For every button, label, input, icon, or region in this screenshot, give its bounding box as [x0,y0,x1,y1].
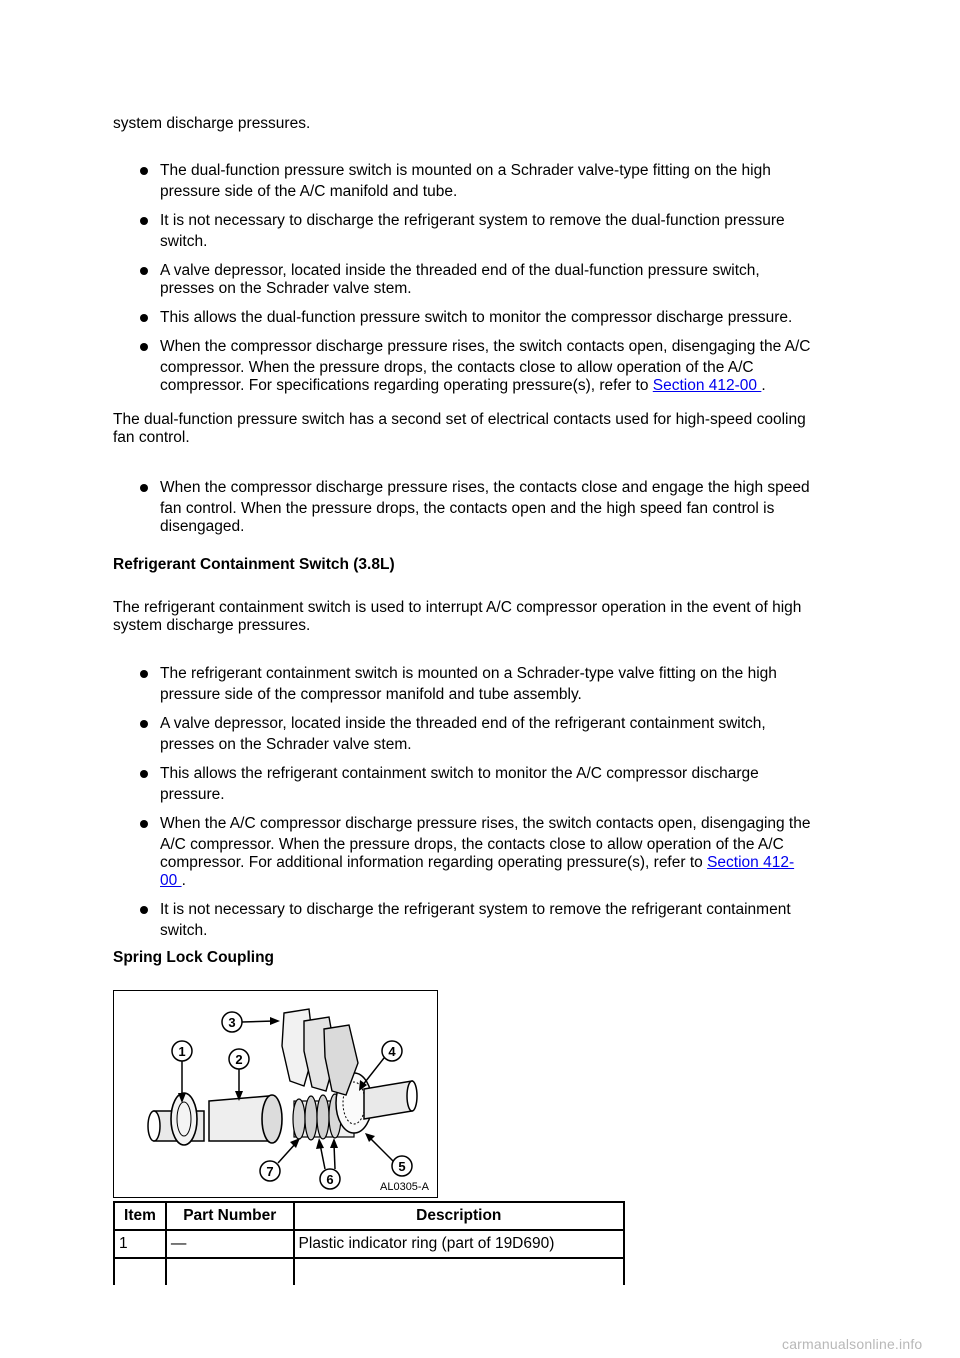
table-row [114,1230,624,1258]
spring-lock-heading: Spring Lock Coupling [113,949,275,966]
section-412-00-link-b[interactable]: 00 [160,872,182,889]
spring-lock-clip [282,1009,358,1095]
bullet-icon [140,720,148,728]
svg-text:6: 6 [326,1172,334,1187]
list-item: This allows the refrigerant containment switch to monitor the A/C compressor discharge pressure. [113,765,848,804]
watermark-footer: carmanualsonline.info [782,1336,923,1352]
svg-text:2: 2 [235,1052,243,1067]
table-header-row [114,1202,624,1230]
intro-fragment: system discharge pressures. [113,115,311,132]
svg-text:3: 3 [228,1015,236,1030]
bullet-icon [140,167,148,175]
svg-text:7: 7 [266,1164,274,1179]
bullet-icon [140,314,148,322]
callout-6 [316,1138,340,1189]
bullet-icon [140,770,148,778]
list-item: The refrigerant containment switch is mounted on a Schrader-type valve fitting on the high pressure side of the compressor manifold and tube assembly. [113,665,848,704]
svg-text:4: 4 [388,1044,396,1059]
list-item: This allows the dual-function pressure switch to monitor the compressor discharge pressure. [113,309,848,327]
header-item: Item [114,1202,166,1230]
cell-item: 1 [114,1230,166,1258]
containment-paragraph: The refrigerant containment switch is used to interrupt A/C compressor operation in the event of high system discharge pressures. [113,599,802,634]
section-412-00-link-a[interactable]: Section 412- [707,854,795,871]
garter-cage [209,1095,282,1143]
bullet-icon [140,217,148,225]
cell-part-number: — [166,1230,294,1258]
header-part-number: Part Number [166,1202,294,1230]
list-item: A valve depressor, located inside the threaded end of the dual-function pressure switch, presses on the Schrader valve stem. [113,262,848,298]
bullet-icon [140,670,148,678]
indicator-ring [171,1093,197,1145]
cell-description: Plastic indicator ring (part of 19D690) [294,1230,624,1258]
header-description: Description [294,1202,624,1230]
bullet-icon [140,484,148,492]
spring-lock-coupling-illustration [114,991,439,1199]
list-item: It is not necessary to discharge the refrigerant system to remove the refrigerant containment switch. [113,901,848,940]
bullet-icon [140,906,148,914]
list-item: When the A/C compressor discharge pressure rises, the switch contacts open, disengaging the A/C compressor. When the pressure drops, the contacts close to allow operation of the A/C compressor. For additional information regarding operating pressure(s), refer to Section 412- 00 . [113,815,848,890]
bullet-icon [140,267,148,275]
list-item: A valve depressor, located inside the threaded end of the refrigerant containment switch, presses on the Schrader valve stem. [113,715,848,754]
callout-1 [172,1041,192,1103]
dual-switch-bullet-list [113,162,848,395]
bullet-icon [140,820,148,828]
callout-2 [229,1049,249,1101]
list-item: It is not necessary to discharge the refrigerant system to remove the dual-function pressure switch. [113,212,848,251]
figure-id: AL0305-A [380,1181,429,1193]
section-412-00-link[interactable]: Section 412-00 [652,377,762,394]
containment-bullet-list [113,665,848,940]
table-row-partial [114,1258,624,1285]
list-item: When the compressor discharge pressure rises, the switch contacts open, disengaging the A/C compressor. When the pressure drops, the contacts close to allow operation of the A/C compressor. For specifications regarding operating pressure(s), refer to Section 412-00 . [113,338,848,395]
svg-text:5: 5 [398,1159,406,1174]
callout-5 [365,1133,412,1176]
spring-lock-coupling-figure [113,990,438,1198]
tube-right [364,1081,417,1119]
svg-text:1: 1 [178,1044,186,1059]
list-item: The dual-function pressure switch is mounted on a Schrader valve-type fitting on the high pressure side of the A/C manifold and tube. [113,162,848,201]
containment-heading: Refrigerant Containment Switch (3.8L) [113,556,395,573]
fan-bullet-list [113,479,848,536]
callout-7 [260,1138,300,1181]
bullet-icon [140,343,148,351]
callout-3 [222,1012,280,1032]
second-set-paragraph: The dual-function pressure switch has a second set of electrical contacts used for high-speed cooling fan control. [113,411,806,446]
parts-table [113,1201,625,1285]
list-item: When the compressor discharge pressure rises, the contacts close and engage the high speed fan control. When the pressure drops, the contacts open and the high speed fan control is disengaged. [113,479,848,536]
